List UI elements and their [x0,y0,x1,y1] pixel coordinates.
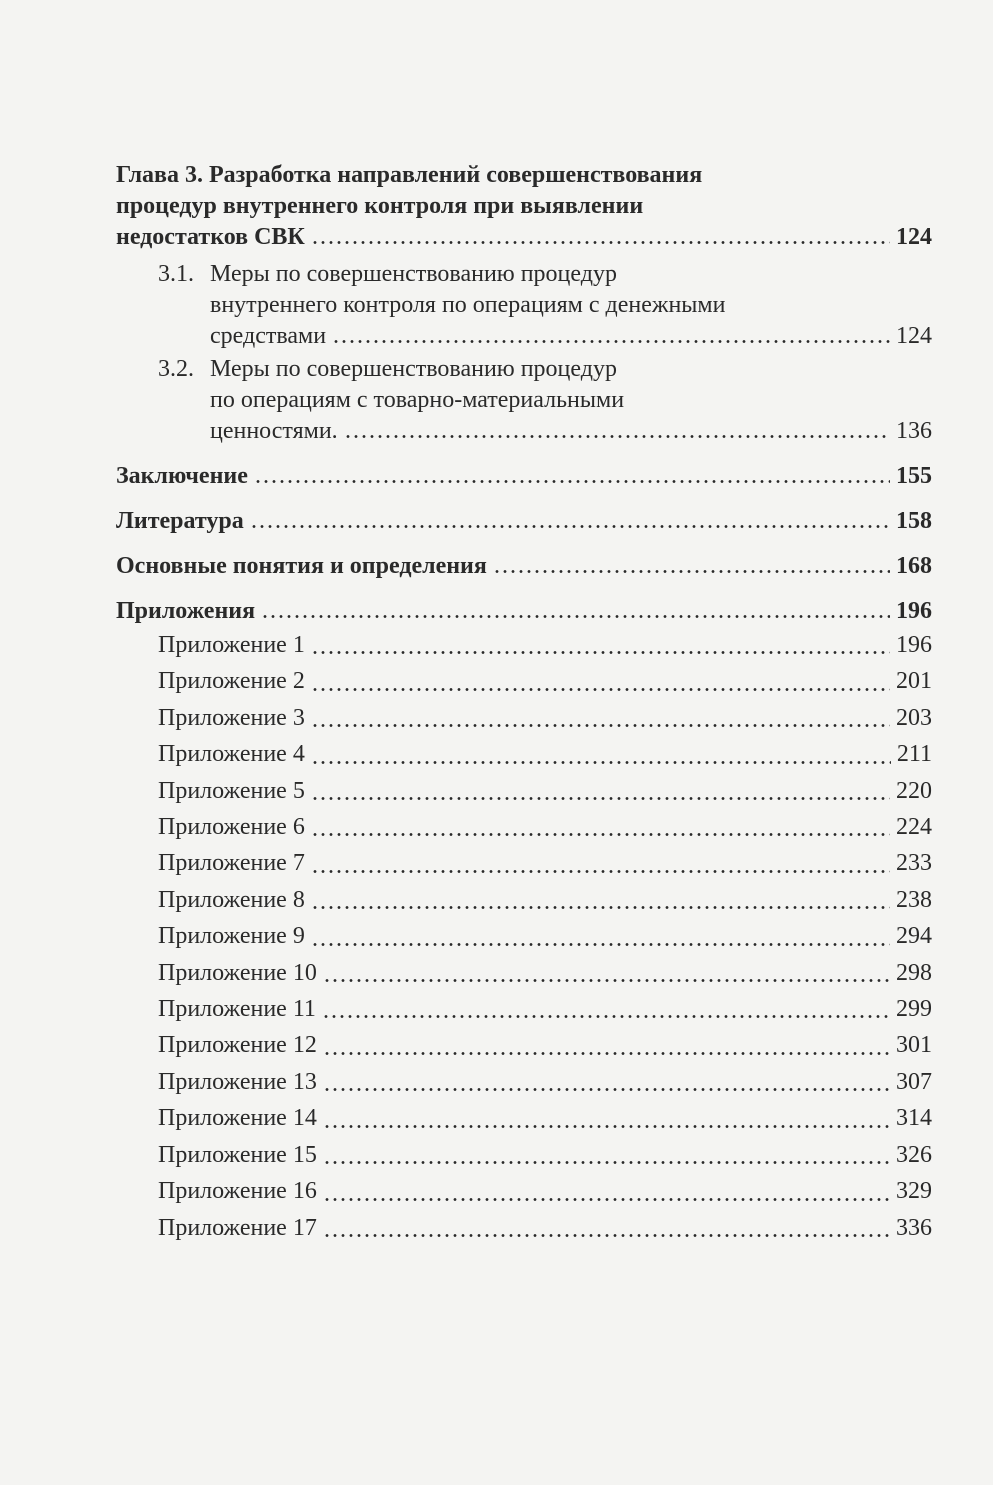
section-number: 3.1. [158,261,194,287]
section-title-last-line [158,321,932,352]
page-number: 201 [896,668,932,695]
entry-title: Заключение [116,463,248,489]
section-title-text: Меры по совершенствованию процедур [210,261,617,287]
dot-leader [261,615,890,618]
entry-title: Приложение 15 [158,1141,317,1168]
page-number: 158 [896,508,932,534]
toc-section-3-2[interactable] [158,354,932,447]
appendix-list [158,627,932,1246]
page-number: 307 [896,1068,932,1095]
dot-leader [311,870,890,873]
page-number: 314 [896,1105,932,1132]
page-number: 211 [896,741,932,768]
section-number: 3.2. [158,356,194,382]
toc-appendix-item[interactable] [158,1064,932,1100]
entry-title: Приложение 4 [158,741,305,768]
page-number: 326 [896,1141,932,1168]
dot-leader [322,1015,890,1018]
dot-leader [311,797,890,800]
page-number: 329 [896,1178,932,1205]
dot-leader [323,1088,890,1091]
entry-title: Основные понятия и определения [116,553,487,579]
toc-appendix-item[interactable] [158,882,932,918]
chapter-title-line: процедур внутреннего контроля при выявлении [116,193,644,219]
dot-leader [344,435,890,438]
page-number: 299 [896,996,932,1023]
toc-appendix-item[interactable] [158,991,932,1027]
page-number: 336 [896,1214,932,1241]
page-number: 238 [896,886,932,913]
dot-leader [323,1234,890,1237]
toc-appendix-item[interactable] [158,918,932,954]
page-number: 136 [896,418,932,444]
chapter-title-line: недостатков СВК [116,224,305,250]
entry-title: Литература [116,508,244,534]
chapter-title-last-line [116,222,932,253]
entry-title: Приложение 17 [158,1214,317,1241]
entry-title: Приложения [116,598,256,624]
dot-leader [311,241,890,244]
entry-title: Приложение 14 [158,1105,317,1132]
section-title-text: Меры по совершенствованию процедур [210,356,617,382]
entry-title: Приложение 12 [158,1032,317,1059]
entry-title: Приложение 16 [158,1178,317,1205]
dot-leader [311,943,890,946]
toc-appendix-item[interactable] [158,809,932,845]
toc-appendix-item[interactable] [158,1173,932,1209]
entry-title: Приложение 8 [158,886,305,913]
toc-appendix-item[interactable] [158,845,932,881]
dot-leader [493,570,890,573]
entry-title: Приложение 13 [158,1068,317,1095]
dot-leader [332,340,890,343]
entry-title: Приложение 10 [158,959,317,986]
page-number: 298 [896,959,932,986]
entry-title: Приложение 5 [158,777,305,804]
dot-leader [323,979,890,982]
toc-appendix-item[interactable] [158,955,932,991]
toc-section-3-1[interactable] [158,259,932,352]
toc-appendix-item[interactable] [158,700,932,736]
dot-leader [311,724,890,727]
dot-leader [311,688,890,691]
dot-leader [250,525,890,528]
page-number: 124 [896,224,932,250]
entry-title: Приложение 7 [158,850,305,877]
section-title-line: внутреннего контроля по операциям с денежными [210,292,726,318]
toc-entry-literature[interactable] [116,506,932,537]
page-number: 233 [896,850,932,877]
page-number: 203 [896,704,932,731]
entry-title: Приложение 3 [158,704,305,731]
toc-appendix-item[interactable] [158,1210,932,1246]
dot-leader [254,480,890,483]
entry-title: Приложение 2 [158,668,305,695]
dot-leader [311,761,891,764]
toc-appendix-item[interactable] [158,1100,932,1136]
toc-chapter-3[interactable] [116,160,932,253]
toc-appendix-item[interactable] [158,736,932,772]
toc-entry-definitions[interactable] [116,551,932,582]
toc-entry-appendices[interactable] [116,596,932,627]
entry-title: Приложение 9 [158,923,305,950]
toc-appendix-item[interactable] [158,627,932,663]
page-number: 301 [896,1032,932,1059]
section-title-line: по операциям с товарно-материальными [210,387,625,413]
entry-title: Приложение 6 [158,814,305,841]
dot-leader [323,1161,890,1164]
dot-leader [323,1198,890,1201]
page-number: 224 [896,814,932,841]
toc-appendix-item[interactable] [158,1027,932,1063]
page-number: 196 [896,598,932,624]
section-title-line [158,354,932,385]
dot-leader [323,1125,890,1128]
toc-appendix-item[interactable] [158,1137,932,1173]
entry-title: Приложение 11 [158,996,316,1023]
dot-leader [323,1052,890,1055]
section-title-line: средствами [210,323,327,349]
dot-leader [311,651,890,654]
dot-leader [311,906,890,909]
dot-leader [311,833,890,836]
table-of-contents [116,160,932,1246]
page-number: 124 [896,323,932,349]
toc-appendix-item[interactable] [158,773,932,809]
toc-entry-conclusion[interactable] [116,461,932,492]
chapter-title-line: Глава 3. Разработка направлений совершенствования [116,162,703,188]
toc-appendix-item[interactable] [158,663,932,699]
page-number: 168 [896,553,932,579]
page-number: 220 [896,777,932,804]
section-title-last-line [158,416,932,447]
entry-title: Приложение 1 [158,632,305,658]
page-number: 155 [896,463,932,489]
page-number: 294 [896,923,932,950]
section-title-line: ценностями. [210,418,338,444]
section-title-line [158,259,932,290]
page-number: 196 [896,632,932,658]
